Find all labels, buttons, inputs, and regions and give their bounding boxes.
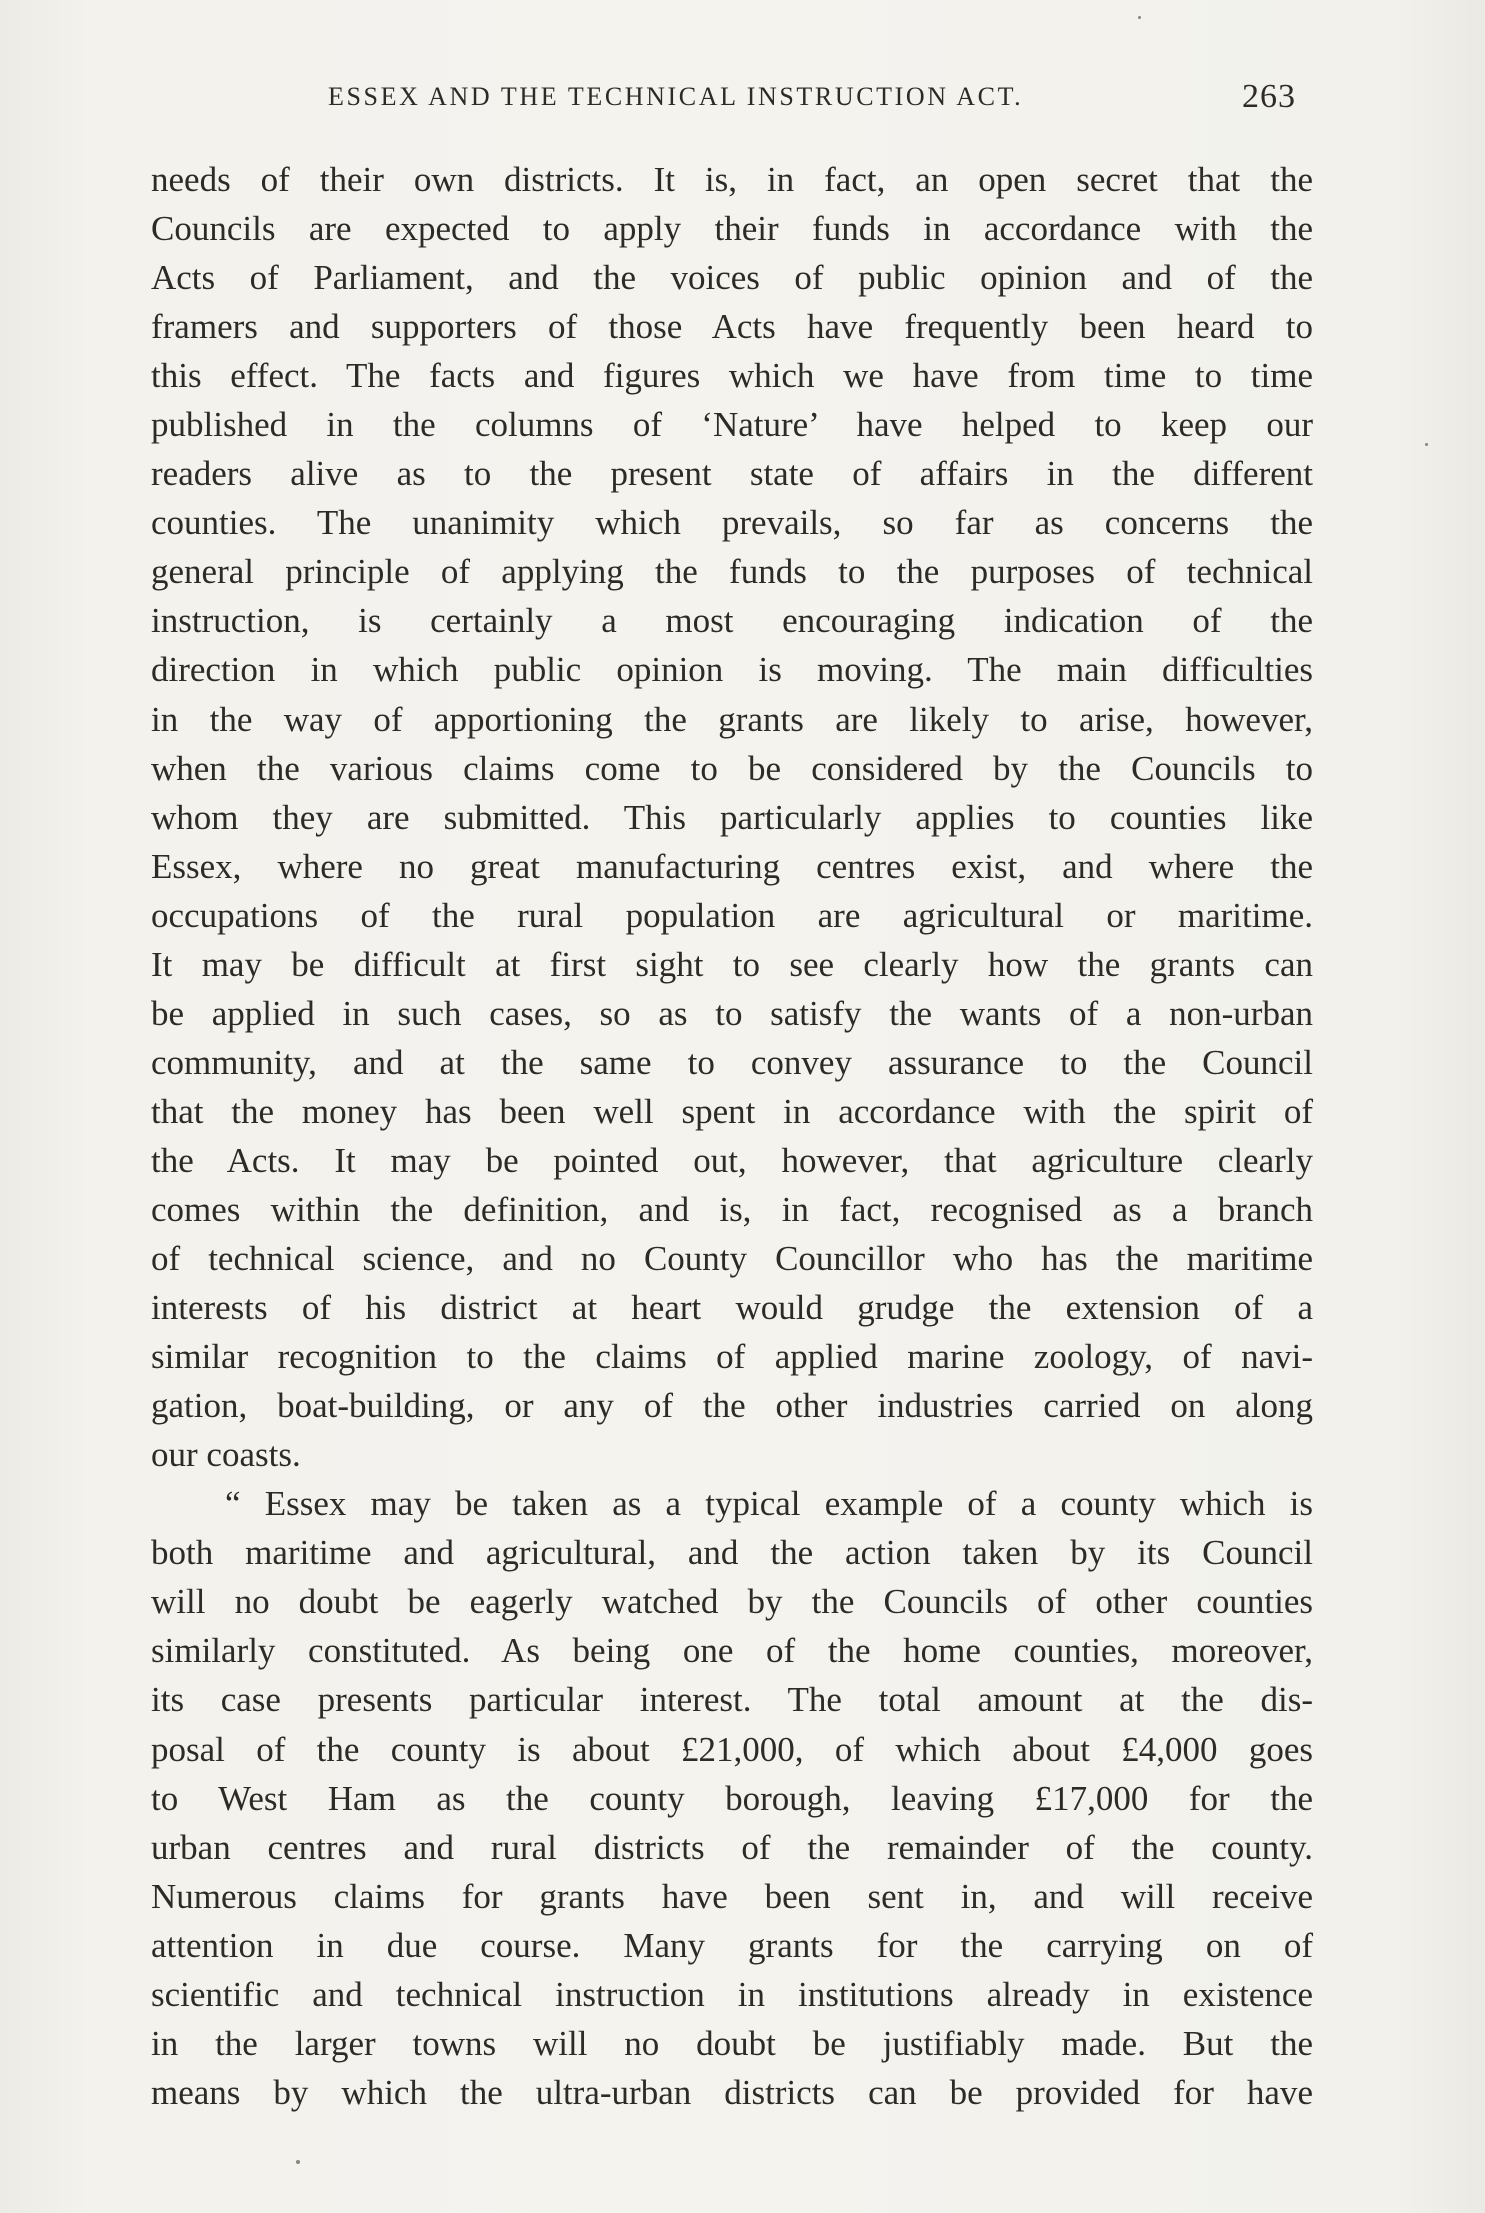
running-head [0, 78, 1485, 122]
paper-speck [1138, 16, 1141, 19]
text-line: urban centres and rural districts of the remainder of the county. [151, 1827, 1313, 1867]
text-line: comes within the definition, and is, in fact, recognised as a branch [151, 1189, 1313, 1229]
text-line: community, and at the same to convey assurance to the Council [151, 1042, 1313, 1082]
text-line: Acts of Parliament, and the voices of public opinion and of the [151, 258, 1313, 298]
running-head-title: ESSEX AND THE TECHNICAL INSTRUCTION ACT. [328, 82, 1024, 111]
text-line: scientific and technical instruction in institutions already in existence [151, 1974, 1313, 2014]
text-line: occupations of the rural population are agricultural or maritime. [151, 895, 1313, 935]
text-line: its case presents particular interest. The total amount at the dis- [151, 1680, 1313, 1720]
paragraph-end-line: our coasts. [151, 1435, 301, 1475]
text-line: will no doubt be eagerly watched by the Councils of other counties [151, 1582, 1313, 1622]
text-line: counties. The unanimity which prevails, so far as concerns the [151, 503, 1313, 543]
text-line: It may be difficult at first sight to see clearly how the grants can [151, 944, 1313, 984]
text-line: to West Ham as the county borough, leaving £17,000 for the [151, 1778, 1313, 1818]
text-line: whom they are submitted. This particularly applies to counties like [151, 797, 1313, 837]
text-line: general principle of applying the funds to the purposes of technical [151, 552, 1313, 592]
text-line: direction in which public opinion is moving. The main difficulties [151, 650, 1313, 690]
text-line: means by which the ultra-urban districts can be provided for have [151, 2072, 1313, 2112]
text-line: framers and supporters of those Acts have frequently been heard to [151, 307, 1313, 347]
body-text [151, 155, 1313, 2117]
text-line: similar recognition to the claims of applied marine zoology, of navi- [151, 1337, 1313, 1377]
text-line: this effect. The facts and figures which we have from time to time [151, 356, 1313, 396]
text-line: similarly constituted. As being one of the home counties, moreover, [151, 1631, 1313, 1671]
page-number: 263 [1242, 78, 1296, 115]
paper-speck [296, 2160, 300, 2164]
text-line: readers alive as to the present state of affairs in the different [151, 454, 1313, 494]
text-line: gation, boat-building, or any of the other industries carried on along [151, 1386, 1313, 1426]
text-line: that the money has been well spent in accordance with the spirit of [151, 1091, 1313, 1131]
text-line: of technical science, and no County Councillor who has the maritime [151, 1239, 1313, 1279]
paper-speck [1425, 443, 1428, 446]
text-line: Numerous claims for grants have been sent in, and will receive [151, 1876, 1313, 1916]
text-line: in the way of apportioning the grants are likely to arise, however, [151, 699, 1313, 739]
text-line: the Acts. It may be pointed out, however, that agriculture clearly [151, 1140, 1313, 1180]
paragraph-first-line: “ Essex may be taken as a typical example of a county which is [225, 1484, 1313, 1524]
text-line: published in the columns of ‘Nature’ have helped to keep our [151, 405, 1313, 445]
text-line: attention in due course. Many grants for the carrying on of [151, 1925, 1313, 1965]
text-line: posal of the county is about £21,000, of which about £4,000 goes [151, 1729, 1313, 1769]
text-line: be applied in such cases, so as to satisfy the wants of a non-urban [151, 993, 1313, 1033]
text-line: Councils are expected to apply their funds in accordance with the [151, 209, 1313, 249]
text-line: Essex, where no great manufacturing centres exist, and where the [151, 846, 1313, 886]
text-line: interests of his district at heart would grudge the extension of a [151, 1288, 1313, 1328]
text-line: needs of their own districts. It is, in fact, an open secret that the [151, 160, 1313, 199]
text-line: in the larger towns will no doubt be justifiably made. But the [151, 2023, 1313, 2063]
text-line: when the various claims come to be considered by the Councils to [151, 748, 1313, 788]
text-line: both maritime and agricultural, and the action taken by its Council [151, 1533, 1313, 1573]
text-line: instruction, is certainly a most encouraging indication of the [151, 601, 1313, 641]
